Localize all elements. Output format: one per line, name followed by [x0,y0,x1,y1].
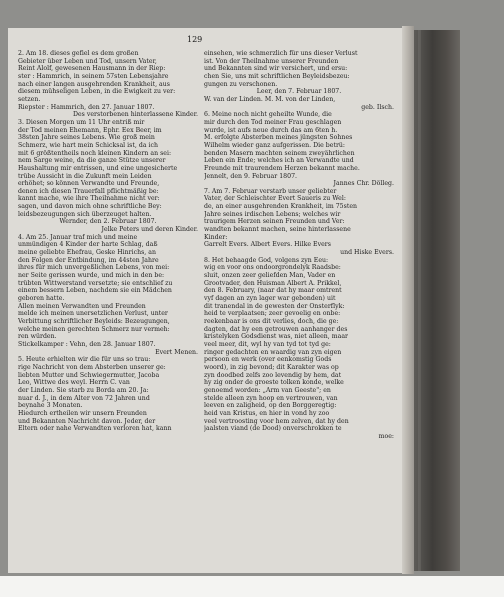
text-line: wurde, ist aufs neue durch das am 6ten h. [204,126,338,134]
text-line: Vater, der Schleischter Evert Saueris zu Wel: [204,195,346,203]
text-line: nuar d. J., in dem Alter von 72 Jahren und [18,394,150,402]
text-line: einsehen, wie schmerzlich für uns dieser Verlust [204,50,358,57]
text-line: jaalsten viand (de Dood) onverschrokken te [204,425,342,433]
page-number: 129 [187,35,203,44]
text-line: leeven en zaligheid, op den Borggeregtig: [204,402,337,410]
text-line: einem bessern Leben, nachdem sie ein Mädchen [18,287,172,295]
text-line: Haushaltung mir entrissen, und eine ungesicherte [18,164,178,172]
text-line: dit tranendal in de gewesten der Onsterflyk: [204,302,345,310]
text-line: ner Seite gerissen wurde, und mich in den be: [18,272,165,280]
text-line: nach einer langen ausgehrenden Krankheit, aus [18,80,170,88]
text-line: erhöhet; so können Verwandte und Freunde, [18,180,160,188]
text-line: melde ich meinen unersetzlichen Verlust, unter [18,310,168,318]
text-line: und Bekannten Nachricht davon. Jeder, der [18,417,156,425]
text-line: Jelke Peters und deren Kinder. [101,226,198,234]
text-line: kristelyken Godsdienst was, niet alleen, maar [204,333,349,341]
text-line: Riepster : Hammrich, den 27. Januar 1807. [18,103,155,111]
viewer-footer [0,576,504,597]
text-line: mir durch den Tod meiner Frau geschlagen [204,118,342,126]
right-text-column [204,50,394,440]
text-line: 8. Het behaagde God, volgens zyn Eeu: [204,256,329,264]
text-line: Evert Menen. [155,348,198,356]
text-line: stelde alleen zyn hoop en vertrouwen, van [204,394,338,402]
text-line: Schmerz, wie hart mein Schicksal ist, da ich [18,141,159,149]
text-line: und Hiske Evers. [340,249,394,257]
text-line: 6. Meine noch nicht geheilte Wunde, die [204,111,332,119]
text-line: benden Masern machten seinem zweyährlichen [204,149,355,157]
text-line: liebten Mutter und Schwiegermutter, Jacoba [18,371,160,379]
text-line: beynahe 3 Monaten. [18,402,83,410]
text-line: genoemd worden: „Arm van Geeste"; en [204,386,331,394]
text-line: welche meinen gerechten Schmerz nur vermeh: [18,325,170,333]
text-line: moe: [378,432,394,440]
text-line: Wilhelm wieder ganz aufgerissen. Die betrü: [204,141,346,149]
text-line: Leo, Wittwe des weyl. Herrn C. van [18,379,130,387]
text-line: 5. Heute erhielten wir die für uns so trau: [18,356,151,364]
text-line: 38sten Jahre seines Lebens. Wie groß mein [18,134,155,142]
text-line: ren würden. [18,333,57,341]
text-line: der Tod meinen Ehemann, Ephr. Eex Beer, im [18,126,162,134]
text-line: sluit, onzen zeer geliefden Man, Vader en [204,272,336,280]
text-line: 2. Am 18. dieses gefiel es dem großen [18,50,139,57]
text-line: veel vertroosting voor hem zelven, dat hy den [204,417,349,425]
left-text-column [18,50,198,433]
text-line: dagten, dat hy een getrouwen aanhanger des [204,325,348,333]
text-line: chen Sie, uns mit schriftlichen Beyleidsbezeu: [204,72,350,80]
text-line: woord), in zig bevond; dit Karakter was op [204,363,339,371]
text-line: geboren hatte. [18,295,65,302]
text-line: kannt mache, wie ihre Theilnahme nicht ver: [18,195,160,203]
text-line: mit 6 größtentheils noch kleinen Kindern an sei: [18,149,172,157]
text-line: persoon en werk (over eenkomstig Gods [204,356,332,364]
text-line: denen ich diesen Trauerfall pflichtmäßig be: [18,187,159,195]
text-line: Stickelkamper : Vehn, den 28. Januar 1807. [18,340,156,348]
text-line: der Linden. Sie starb zu Borda am 20. Ja: [18,386,149,394]
text-line: Reint Alolf, gewesenen Hausmann in der Riep: [18,65,166,73]
text-line: W. van der Linden. M. M. von der Linden, [204,95,336,103]
text-line: Des verstorbenen hinterlassene Kinder. [72,111,198,119]
book-spine [414,30,460,571]
text-line: zyn doodbed zelfs zoo levendig by hem, dat [204,371,342,379]
text-line: Verbittung schriftlicher Beyleids: Bezeugungen, [18,317,170,325]
text-line: hy zig onder de groeste tolken konde, welke [204,379,344,387]
text-line: Hiedurch ertheilen wir unsern Freunden [18,409,147,417]
text-line: Allen meinen Verwandten und Freunden [18,302,146,310]
page-gutter [402,26,414,574]
text-line: heid te verplaatsen; zeer gevoelig en onbe: [204,310,341,318]
text-line: und Bekannten sind wir versichert, und ersu: [204,65,348,73]
text-line: traurigem Herzen seinen Freunden und Ver: [204,218,345,226]
text-line: gungen zu verschonen. [204,80,278,88]
text-line: Garrelt Evers. Albert Evers. Hilke Evers [204,241,331,249]
text-line: trübten Wittwerstand versetzte; sie entschlief zu [18,279,173,287]
text-line: den 8. February, (naar dat hy maar omtrent [204,287,342,295]
text-line: Wernder, den 2. Februar 1807. [59,218,157,226]
text-line: de, an einer ausgehrenden Krankheit, im 75sten [204,203,358,211]
text-line: nem Sarge weine, da die ganze Stütze unserer [18,157,166,165]
text-line: wandten bekannt machen, seine hinterlassene [204,226,351,234]
text-line: Grootvader, den Huisman Albert A. Prikkel, [204,279,342,287]
text-line: ringer gedachten en waardig van zyn eigen [204,348,342,356]
text-line: sagen, und davon mich ohne schriftliche Bey: [18,203,162,211]
text-line: Leer, den 7. Februar 1807. [256,88,342,96]
text-line: M. erfolgte Absterben meines jüngsten Sohnes [204,134,353,142]
text-line: 7. Am 7. Februar verstarb unser geliebter [204,187,337,195]
text-line: vyf dagen an zyn lager war gebonden) uit [204,295,336,302]
text-line: ist. Von der Theilnahme unserer Freunden [204,57,339,65]
text-line: 4. Am 25. Januar traf mich und meine [18,233,138,241]
text-line: Jannes Chr. Dölleg. [333,180,394,188]
text-line: Jennelt, den 9. Februar 1807. [204,172,298,180]
text-line: meine geliebte Ehefrau, Geske Hinrichs, an [18,249,156,257]
text-line: rige Nachricht von dem Absterben unserer ge: [18,363,166,371]
text-line: heid van Kristus, en hier in vond hy zoo [204,409,330,417]
text-line: reekenbaar is ons dit verlies, doch, die ge: [204,317,339,325]
text-line: ihres für mich unvergeßlichen Lebens, von mei: [18,264,170,272]
text-line: Gebieter über Leben und Tod, unsern Vater, [18,57,157,65]
text-line: leidsbezeugungen sich überzeuget halten. [18,210,152,218]
text-line: Kinder: [204,233,228,241]
text-line: ster : Hammrich, in seinem 57sten Lebensjahre [18,72,169,80]
text-line: unmündigen 4 Kinder der harte Schlag, daß [18,241,158,249]
text-line: veel meer, dit, wyl hy van tyd tot tyd ge: [204,340,331,348]
text-line: trübe Aussicht in die Zukunft mein Leiden [18,172,152,180]
text-line: wig en voor ons ondoorgrondelyk Raadsbe: [204,264,341,272]
text-line: 3. Diesen Morgen um 11 Uhr entriß mir [18,118,145,126]
text-line: Jahre seines irdischen Lebens; welches wir [204,210,341,218]
text-line: Eltern oder nahe Verwandten verloren hat, kann [18,425,172,433]
text-line: Leben ein Ende; welches ich an Verwandte und [204,157,354,165]
text-line: den Folgen der Entbindung, im 44sten Jahre [18,256,159,264]
text-line: diesem mühseligen Leben, in die Ewigkeit zu ver: [18,88,176,96]
text-line: Freunde mit traurendem Herzen bekannt mache. [204,164,360,172]
text-line: geb. Ilsch. [361,103,394,111]
text-line: setzen. [18,95,41,103]
